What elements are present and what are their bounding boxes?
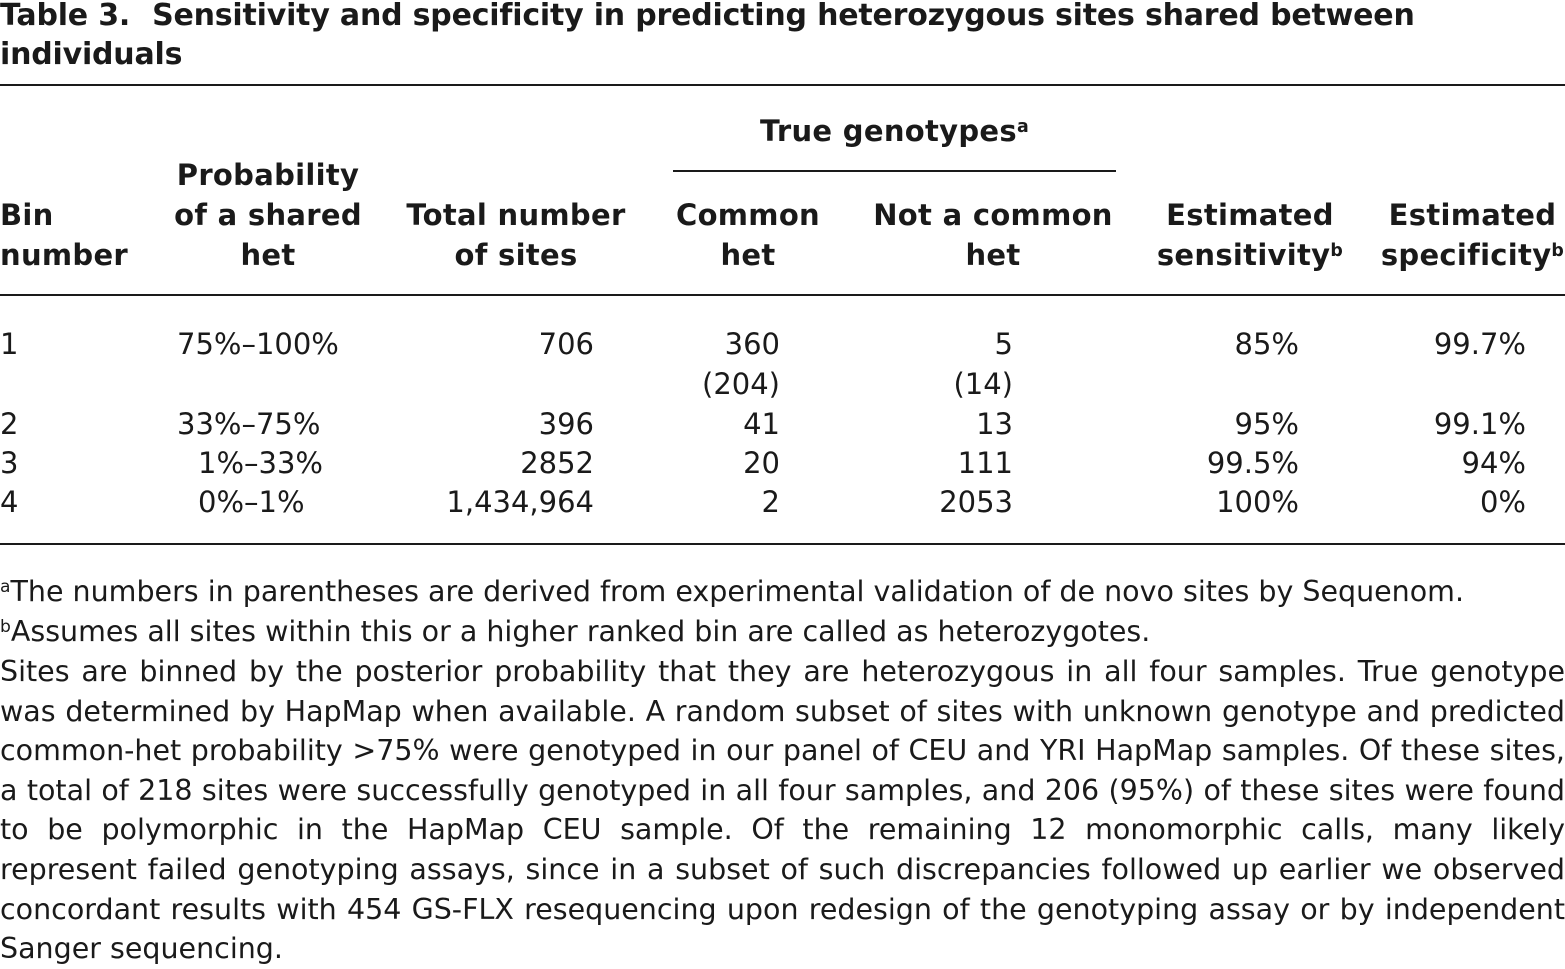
row3-bin: 3 [0,446,19,480]
group-rule [673,170,1116,172]
row2-probability: 33%–75% [177,407,321,441]
row3-common: 20 [743,446,780,480]
header-common-het: Common het [675,198,820,272]
header-true-genotypes: True genotypes$^a$ [759,114,1029,148]
row4-sensitivity: 100% [1216,485,1299,519]
header-not-common-het: Not a common het [873,198,1113,272]
row2-total: 396 [538,407,594,441]
row1-total: 706 [538,327,594,361]
row4-not-common: 2053 [939,485,1013,519]
header-rule [0,294,1565,296]
row4-total: 1,434,964 [446,485,594,519]
row2-specificity: 99.1% [1433,407,1526,441]
row4-probability: 0%–1% [198,485,305,519]
row4-bin: 4 [0,485,19,519]
row1-not-common: 5 [994,327,1013,361]
row2-sensitivity: 95% [1234,407,1299,441]
header-probability: Probability of a shared het [174,158,362,272]
row4-specificity: 0% [1479,485,1526,519]
row3-sensitivity: 99.5% [1206,446,1299,480]
row1-probability: 75%–100% [177,327,339,361]
row1-bin: 1 [0,327,19,361]
row1-sensitivity: 85% [1234,327,1299,361]
header-sensitivity: Estimated sensitivity$^b$ [1156,198,1344,272]
footnote-b-marker: b [1330,241,1344,262]
header-total-sites: Total number of sites [406,198,626,272]
row1-specificity: 99.7% [1433,327,1526,361]
table-label: Table 3. [0,0,131,33]
top-rule [0,84,1565,86]
footnote-b-marker: b [1551,241,1565,262]
table-description: Sites are binned by the posterior probability that they are heterozygous in all four samples. True genotype was determined by HapMap when available. A random subset of sites with unknown genotype and predicted common-het probability >75% were genotyped in our panel of CEU and YRI HapMap samples. Of these sites, a total of 218 sites were successfully genotyped in all four samples, and 206 (95%) of these sites were found to be polymorphic in the HapMap CEU sample. Of the remaining 12 monomorphic calls, many likely represent failed genotyping assays, since in a subset of such discrepancies followed up earlier we observed concordant results with 454 GS-FLX resequencing upon redesign of the genotyping assay or by independent Sanger sequencing. [0,655,1565,966]
row3-probability: 1%–33% [198,446,323,480]
row3-specificity: 94% [1461,446,1526,480]
row2-bin: 2 [0,407,19,441]
row2-not-common: 13 [976,407,1013,441]
table-caption [0,0,1500,74]
row1-not-common-validated: (14) [953,367,1013,401]
row1-common-validated: (204) [702,367,780,401]
row3-not-common: 111 [957,446,1013,480]
row4-common: 2 [761,485,780,519]
table-title: Sensitivity and specificity in predicting heterozygous sites shared between individuals [0,0,1415,72]
row3-total: 2852 [520,446,594,480]
footnote-a-marker: a [1016,117,1029,138]
header-specificity: Estimated specificity$^b$ [1380,198,1565,272]
footnote-b: $^b$Assumes all sites within this or a higher ranked bin are called as heterozygotes. [0,615,1151,648]
header-bin: Bin number [0,198,129,272]
footnote-a: $^a$The numbers in parentheses are derived from experimental validation of de novo sites by Sequenom. [0,575,1464,608]
row2-common: 41 [743,407,780,441]
bottom-rule [0,543,1565,545]
row1-common: 360 [724,327,780,361]
